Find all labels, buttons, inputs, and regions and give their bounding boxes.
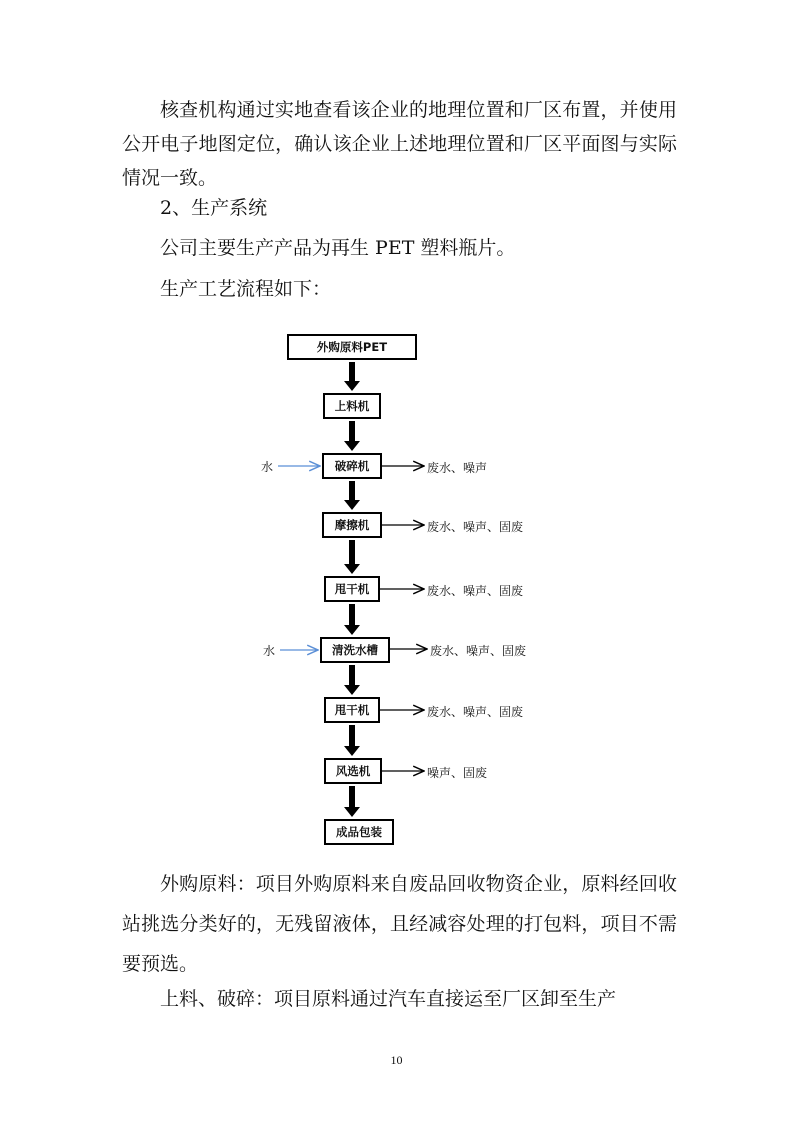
section-heading-production-system: 2、生产系统 xyxy=(160,197,268,219)
output-air-separator: 噪声、固废 xyxy=(427,766,488,780)
flow-down-arrow xyxy=(344,540,360,574)
flow-step-air-separator: 风选机 xyxy=(324,758,382,784)
input-label-water-wash: 水 xyxy=(263,644,276,658)
flow-step-raw-material: 外购原料PET xyxy=(287,334,417,360)
flow-down-arrow xyxy=(344,604,360,635)
paragraph-site-check: 核查机构通过实地查看该企业的地理位置和厂区布置，并使用公开电子地图定位，确认该企业上述地理位置和厂区平面图与实际情况一致。 xyxy=(122,99,677,189)
flow-step-dryer-2: 甩干机 xyxy=(324,697,380,723)
flow-down-arrow xyxy=(344,786,360,817)
flow-step-friction: 摩擦机 xyxy=(322,512,382,538)
flow-down-arrow xyxy=(344,481,360,510)
output-friction: 废水、噪声、固废 xyxy=(427,520,524,534)
flow-down-arrow xyxy=(344,725,360,756)
process-flowchart xyxy=(240,325,560,855)
paragraph-process-intro: 生产工艺流程如下： xyxy=(160,278,332,300)
paragraph-raw-material: 外购原料：项目外购原料来自废品回收物资企业，原料经回收站挑选分类好的，无残留液体，且经减容处理的打包料，项目不需要预选。 xyxy=(122,873,677,975)
flow-step-loader: 上料机 xyxy=(323,393,381,419)
flow-step-crusher: 破碎机 xyxy=(322,453,382,479)
paragraph-loading-crushing: 上料、破碎：项目原料通过汽车直接运至厂区卸至生产 xyxy=(160,988,617,1010)
flow-step-wash-tank: 清洗水槽 xyxy=(320,637,390,663)
flow-step-packaging: 成品包装 xyxy=(324,819,394,845)
flow-step-dryer-1: 甩干机 xyxy=(324,576,380,602)
paragraph-main-product: 公司主要生产产品为再生 PET 塑料瓶片。 xyxy=(160,237,516,259)
page-number: 10 xyxy=(390,1053,403,1067)
output-crusher: 废水、噪声 xyxy=(427,461,488,475)
flow-down-arrow xyxy=(344,665,360,695)
flow-down-arrow xyxy=(344,421,360,451)
output-dryer-2: 废水、噪声、固废 xyxy=(427,705,524,719)
flow-down-arrow xyxy=(344,362,360,391)
output-dryer-1: 废水、噪声、固废 xyxy=(427,584,524,598)
output-wash-tank: 废水、噪声、固废 xyxy=(430,644,527,658)
input-label-water-crusher: 水 xyxy=(261,460,274,474)
